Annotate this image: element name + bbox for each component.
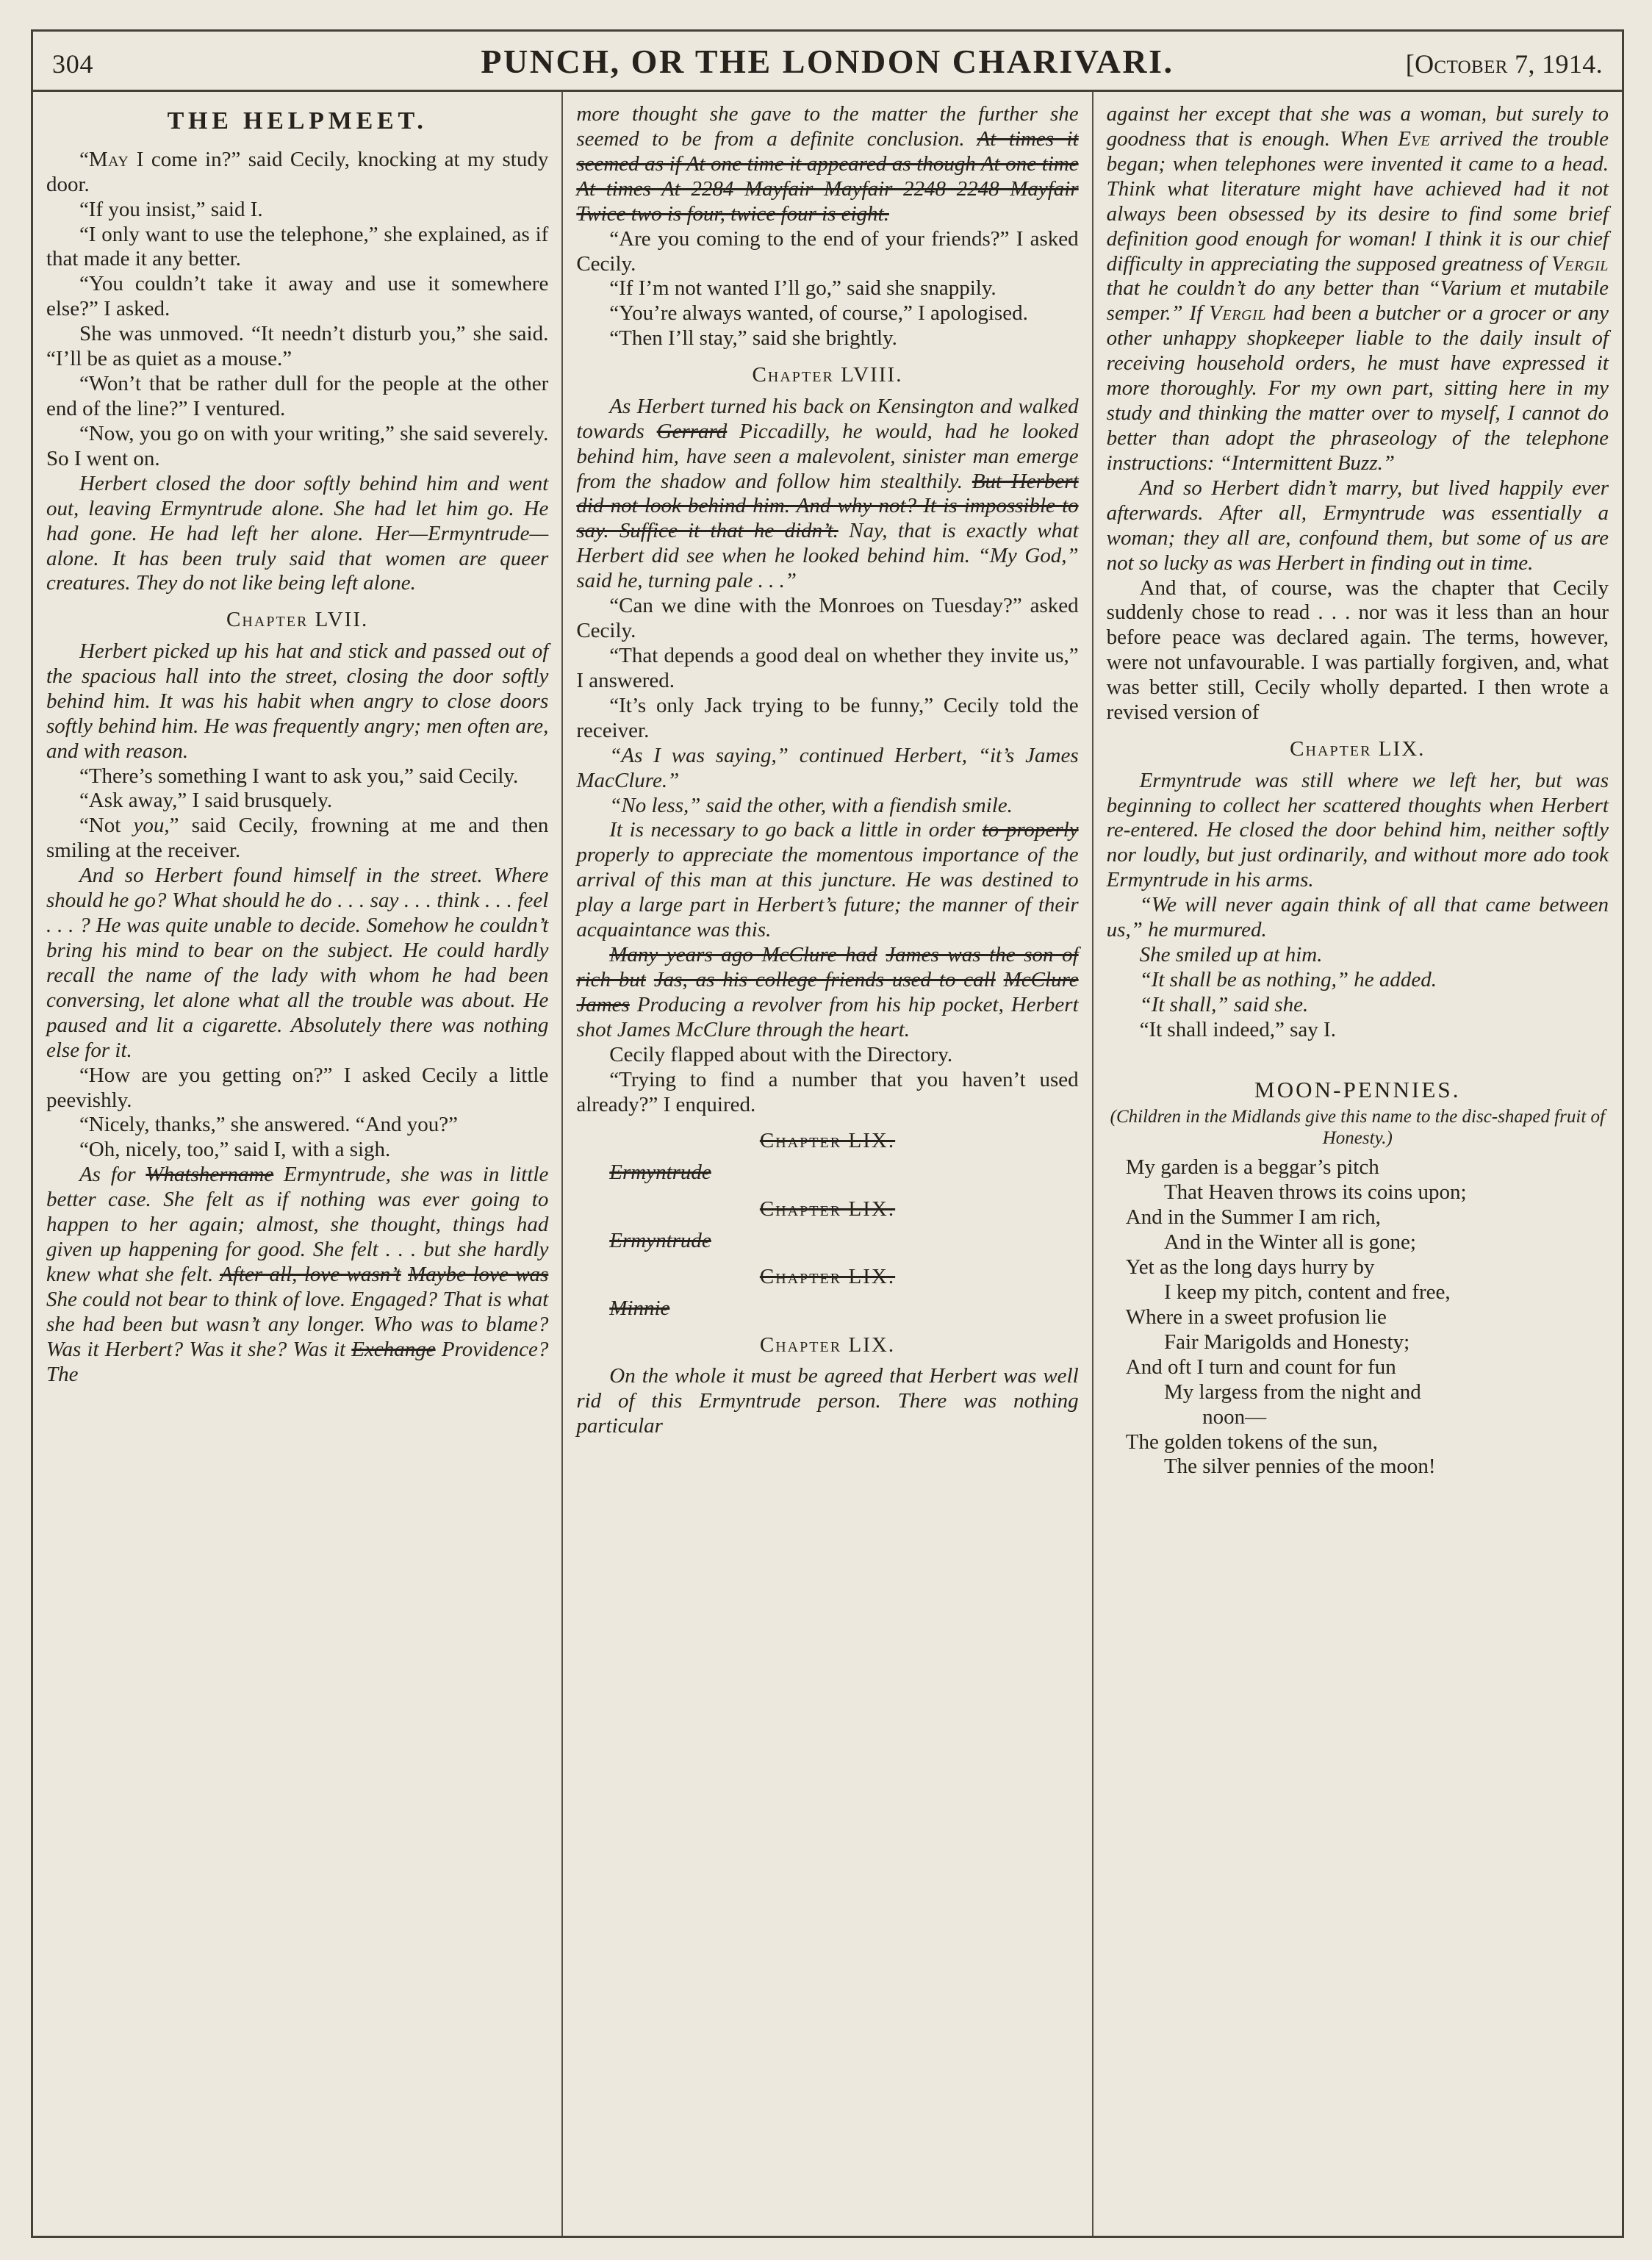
- chapter-heading: Chapter LIX.: [1290, 736, 1426, 761]
- poem-line: And in the Summer I am rich,: [1125, 1205, 1381, 1230]
- paragraph: “Then I’ll stay,” said she brightly.: [609, 326, 897, 351]
- paragraph: “Nicely, thanks,” she answered. “And you?”: [79, 1113, 459, 1137]
- struck-text: Exchange: [351, 1337, 436, 1361]
- column-2: [563, 92, 1091, 2236]
- struck-text: Whatshername: [146, 1163, 274, 1187]
- text-run: As Herbert turned his back on Kensington and walked towards: [576, 394, 1079, 443]
- text-run: As for: [79, 1163, 146, 1187]
- page-border-frame: [31, 29, 1624, 2238]
- struck-text: Gerrard: [656, 419, 728, 443]
- masthead-title: PUNCH, OR THE LONDON CHARIVARI.: [481, 43, 1174, 80]
- paragraph: Ermyntrude was still where we left her, but was beginning to collect her scattered thoughts when Herbert re-entered. He closed the door behind him, neither softly nor loudly, but just ordinarily, and without more ado took Ermyntrude in his arms.: [1106, 768, 1609, 892]
- text-run: Ermyntrude, she was in little better case. She felt as if nothing was ever going to happen to her again; almost, she thought, things had given up happening for good. She felt . . . but she hardly knew what she felt.: [46, 1163, 549, 1286]
- poem-line: The golden tokens of the sun,: [1125, 1429, 1378, 1454]
- paragraph: “Now, you go on with your writing,” she said severely. So I went on.: [46, 421, 549, 470]
- text-run: you: [133, 814, 165, 838]
- poem: [1126, 1155, 1609, 1479]
- paragraph: [46, 1163, 548, 1387]
- text-run: She could not bear to think of love. Engaged? That is what she had been but wasn’t any longer. Who was to blame? Was it Herbert? Was it she? Was it: [46, 1287, 549, 1361]
- paragraph: “If I’m not wanted I’ll go,” said she snappily.: [609, 276, 996, 301]
- paragraph: “We will never again think of all that came between us,” he murmured.: [1106, 893, 1609, 942]
- text-run: I come in?” said Cecily, knocking at my study door.: [46, 147, 549, 196]
- column-1: [33, 92, 561, 2236]
- struck-line: Minnie: [609, 1296, 670, 1320]
- paragraph: On the whole it must be agreed that Herbert was well rid of this Ermyntrude person. There was nothing particular: [576, 1364, 1079, 1438]
- struck-text: But Herbert did not look behind him. And why not? It is impossible to say. Suffice it that he didn’t.: [576, 469, 1079, 543]
- text-run: [996, 968, 1004, 991]
- text-run: May: [88, 147, 129, 171]
- paragraph: “I only want to use the telephone,” she explained, as if that made it any better.: [46, 222, 549, 271]
- paragraph: “It’s only Jack trying to be funny,” Cecily told the receiver.: [576, 693, 1079, 742]
- paragraph: [576, 102, 1078, 227]
- poem-note: (Children in the Midlands give this name to the disc-shaped fruit of Honesty.): [1110, 1107, 1605, 1148]
- poem-line: Yet as the long days hurry by: [1125, 1255, 1375, 1280]
- paragraph: And that, of course, was the chapter that Cecily suddenly chose to read . . . nor was it less than an hour before peace was declared again. The terms, however, were not unfavourable. I was partially forgiven, and, what was better still, Cecily wholly departed. I then wrote a revised version of: [1106, 575, 1609, 725]
- page-header: [33, 32, 1622, 87]
- struck-text: James was the son of rich but: [576, 943, 1079, 991]
- paragraph: [576, 395, 1078, 594]
- paragraph: “No less,” said the other, with a fiendish smile.: [609, 793, 1013, 817]
- paragraph: “That depends a good deal on whether they invite us,” I answered.: [576, 643, 1079, 692]
- poem-line: And oft I turn and count for fun: [1125, 1355, 1396, 1379]
- paragraph: “If you insist,” said I.: [79, 197, 263, 221]
- poem-line: noon—: [1202, 1405, 1267, 1429]
- text-run: [646, 968, 654, 991]
- paragraph: “Trying to find a number that you haven’t used already?” I enquired.: [576, 1067, 1079, 1116]
- struck-chapter-heading: Chapter LIX.: [759, 1197, 896, 1221]
- struck-line: Ermyntrude: [609, 1161, 711, 1185]
- text-run: Providence? The: [46, 1337, 549, 1386]
- text-run: Vergil: [1209, 301, 1267, 326]
- struck-text: Jas, as his college friends used to call: [653, 967, 996, 991]
- paragraph: “Ask away,” I said brusquely.: [79, 789, 333, 813]
- text-run: Piccadilly, he would, had he looked behind him, have seen a malevolent, sinister man emerge from the shadow and follow him stealthily.: [576, 419, 1079, 493]
- poem-line: The silver pennies of the moon!: [1163, 1454, 1436, 1479]
- struck-text: Maybe love was: [408, 1262, 549, 1286]
- struck-text: After all, love wasn’t: [220, 1262, 401, 1286]
- paragraph: “As I was saying,” continued Herbert, “it’s James MacClure.”: [576, 743, 1079, 792]
- poem-line: Where in a sweet profusion lie: [1125, 1305, 1387, 1329]
- paragraph: She was unmoved. “It needn’t disturb you,” she said. “I’ll be as quiet as a mouse.”: [46, 322, 549, 371]
- text-run: arrived the trouble began; when telephones were invented it came to a head. Think what literature might have achieved had it not always been obsessed by its desire to find some brief definition good enough for woman! I think it is our chief difficulty in appreciating the supposed greatness of: [1106, 126, 1609, 276]
- text-run: “Not: [79, 814, 134, 838]
- paragraph: [576, 818, 1078, 943]
- text-run: Eve: [1398, 126, 1431, 151]
- struck-text: At times it seemed as if At one time it appeared as though At one time At times At 2284 Mayfair Mayfair 2248 2248 Mayfair Twice two is four, twice four is eight.: [576, 126, 1079, 226]
- issue-date: [October 7, 1914.: [1405, 49, 1603, 79]
- text-run: had been a butcher or a grocer or any other unhappy shopkeeper liable to the daily insult of receiving household orders, he must have expressed it more thoroughly. For my own part, sitting here in my study and thinking the matter over to myself, I cannot do better than adopt the phraseology of the telephone instructions: “Intermittent Buzz.”: [1106, 301, 1609, 475]
- paragraph: “There’s something I want to ask you,” said Cecily.: [79, 764, 519, 788]
- text-run: more thought she gave to the matter the further she seemed to be from a definite conclusion.: [576, 102, 1079, 151]
- paragraph: “Can we dine with the Monroes on Tuesday?” asked Cecily.: [576, 594, 1079, 643]
- poem-line: And in the Winter all is gone;: [1163, 1230, 1416, 1255]
- text-run: Producing a revolver from his hip pocket, Herbert shot James McClure through the heart.: [576, 992, 1079, 1041]
- paragraph: [46, 814, 548, 864]
- text-run: ,” said Cecily, frowning at me and then smiling at the receiver.: [46, 814, 549, 863]
- poem-line: I keep my pitch, content and free,: [1163, 1280, 1451, 1304]
- article-columns: [33, 92, 1622, 2236]
- text-run: Vergil: [1551, 251, 1609, 276]
- text-run: [877, 943, 886, 966]
- struck-chapter-heading: Chapter LIX.: [759, 1129, 896, 1153]
- paragraph: [576, 943, 1078, 1043]
- poem-line: My largess from the night and: [1163, 1380, 1421, 1404]
- paragraph: “You couldn’t take it away and use it somewhere else?” I asked.: [46, 272, 549, 321]
- paragraph: And so Herbert didn’t marry, but lived happily ever afterwards. After all, Ermyntrude was essentially a woman; they all are, confound them, but some of us are not so lucky as was Herbert in finding out in time.: [1106, 476, 1609, 575]
- page-number: 304: [52, 49, 94, 79]
- paragraph: She smiled up at him.: [1139, 943, 1323, 967]
- struck-text: Many years ago McClure had: [609, 943, 877, 967]
- poem-line: Fair Marigolds and Honesty;: [1163, 1330, 1410, 1354]
- text-run: that he couldn’t do any better than “Varium et mutabile semper.” If: [1106, 276, 1609, 326]
- paragraph: “Oh, nicely, too,” said I, with a sigh.: [79, 1138, 391, 1162]
- article-title: THE HELPMEET.: [167, 107, 428, 134]
- paragraph: [46, 148, 548, 198]
- chapter-heading: Chapter LIX.: [759, 1332, 896, 1357]
- text-run: against her except that she was a woman, but surely to goodness that is enough. When: [1106, 102, 1609, 151]
- paragraph: “You’re always wanted, of course,” I apologised.: [609, 301, 1028, 326]
- poem-line: That Heaven throws its coins upon;: [1163, 1180, 1467, 1205]
- paragraph: “How are you getting on?” I asked Cecily a little peevishly.: [46, 1063, 549, 1112]
- paragraph: “It shall,” said she.: [1139, 992, 1309, 1016]
- paragraph: “It shall be as nothing,” he added.: [1139, 967, 1437, 991]
- chapter-heading: Chapter LVIII.: [752, 363, 903, 387]
- paragraph: “Won’t that be rather dull for the people at the other end of the line?” I ventured.: [46, 372, 549, 420]
- poem-title: MOON-PENNIES.: [1254, 1077, 1461, 1103]
- text-run: [401, 1263, 408, 1286]
- struck-text: McClure James: [576, 967, 1079, 1016]
- struck-chapter-heading: Chapter LIX.: [759, 1265, 896, 1289]
- paragraph: Cecily flapped about with the Directory.: [609, 1042, 953, 1066]
- paragraph: And so Herbert found himself in the street. Where should he go? What should he do . . . say . . . think . . . feel . . . ? He was quite unable to decide. Somehow he couldn’t bring his mind to bear on the subject. He could hardly recall the name of the lady with whom he had been conversing, let alone what all the trouble was about. He paused and lit a cigarette. Absolutely there was nothing else for it.: [46, 864, 549, 1062]
- text-run: It is necessary to go back a little in order: [609, 818, 983, 842]
- paragraph: Herbert picked up his hat and stick and passed out of the spacious hall into the street, closing the door softly behind him. It was his habit when angry to close doors softly behind him. He was frequently angry; men often are, and with reason.: [46, 639, 549, 763]
- poem-line: My garden is a beggar’s pitch: [1125, 1155, 1379, 1180]
- text-run: Nay, that is exactly what Herbert did see when he looked behind him. “My God,” said he, turning pale . . .”: [576, 519, 1079, 593]
- text-run: properly to appreciate the momentous importance of the arrival of this man at this juncture. He was destined to play a large part in Herbert’s future; the manner of their acquaintance was this.: [576, 843, 1079, 942]
- column-3: [1093, 92, 1622, 2236]
- struck-line: Ermyntrude: [609, 1228, 711, 1252]
- paragraph: “Are you coming to the end of your friends?” I asked Cecily.: [576, 226, 1079, 276]
- chapter-heading: Chapter LVII.: [226, 608, 369, 632]
- paragraph: Herbert closed the door softly behind him and went out, leaving Ermyntrude alone. She had let him go. He had gone. He had left her alone. Her—Ermyntrude—alone. It has been truly said that women are queer creatures. They do not like being left alone.: [46, 471, 549, 595]
- text-run: “: [79, 147, 89, 171]
- paragraph: “It shall indeed,” say I.: [1139, 1017, 1336, 1041]
- struck-text: to properly: [982, 818, 1079, 842]
- paragraph: [1107, 102, 1609, 476]
